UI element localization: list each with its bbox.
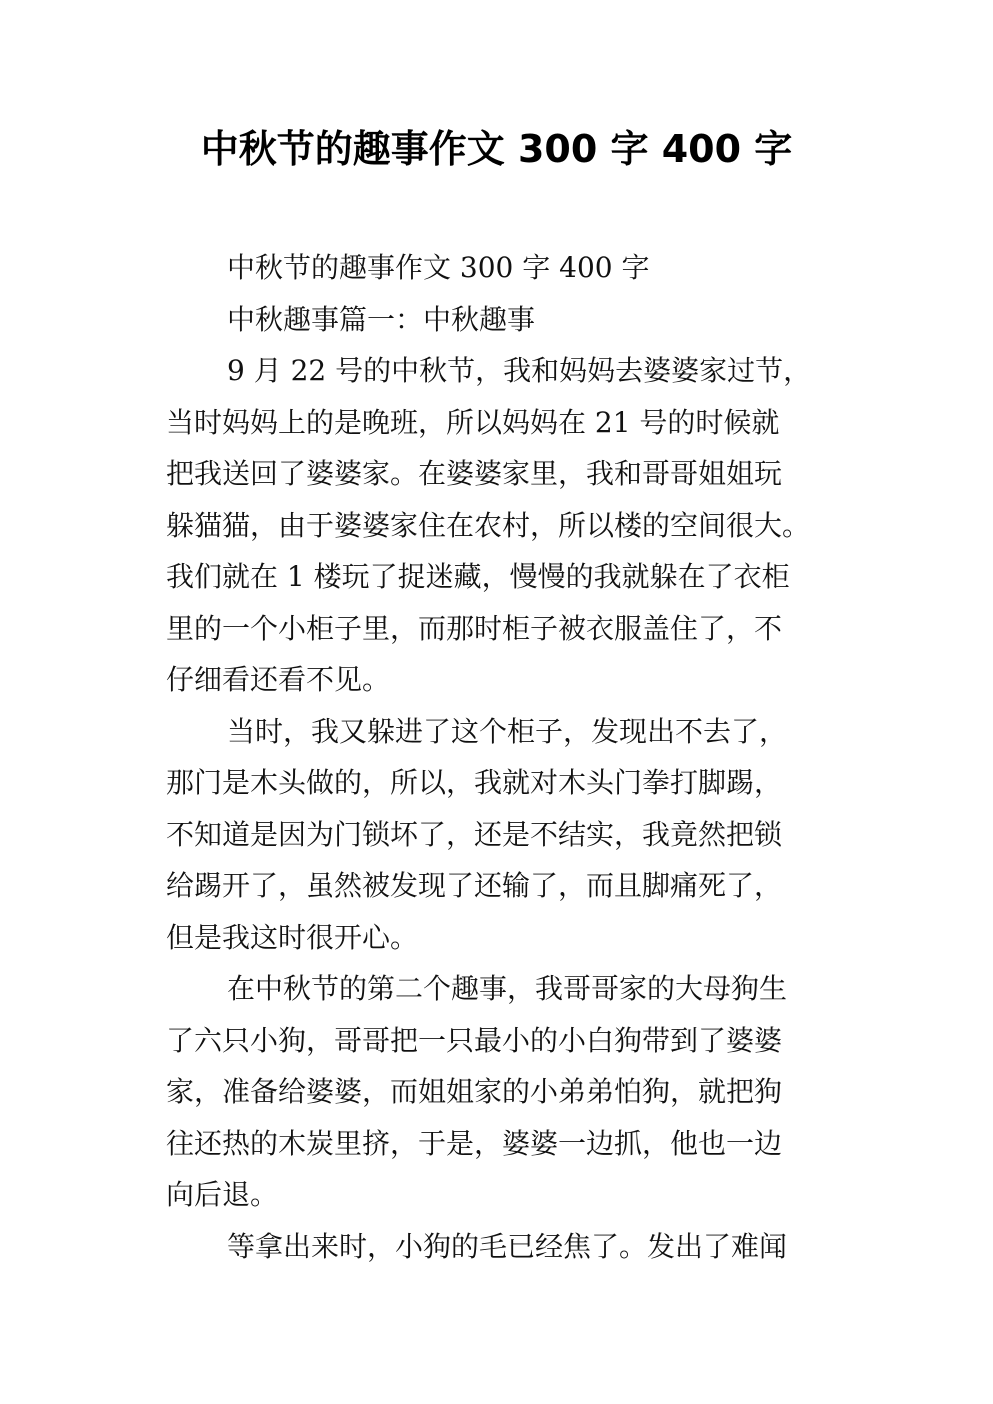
paragraph-line: 当时，我又躲进了这个柜子，发现出不去了， — [227, 714, 788, 748]
paragraph-line: 我们就在 1 楼玩了捉迷藏，慢慢的我就躲在了衣柜 — [166, 560, 790, 593]
subtitle-line: 中秋节的趣事作文 300 字 400 字 — [227, 251, 650, 284]
paragraph-line: 往还热的木炭里挤，于是，婆婆一边抓，他也一边 — [166, 1126, 783, 1160]
document-body — [166, 242, 846, 1272]
paragraph-line: 里的一个小柜子里，而那时柜子被衣服盖住了，不 — [166, 611, 783, 645]
paragraph-line: 但是我这时很开心。 — [166, 920, 419, 954]
section-heading: 中秋趣事篇一：中秋趣事 — [227, 302, 536, 336]
paragraph-line: 把我送回了婆婆家。在婆婆家里，我和哥哥姐姐玩 — [166, 457, 783, 490]
paragraph-line: 在中秋节的第二个趣事，我哥哥家的大母狗生 — [227, 972, 788, 1005]
paragraph-line: 仔细看还看不见。 — [166, 663, 391, 696]
paragraph-line: 那门是木头做的，所以，我就对木头门拳打脚踢， — [166, 766, 783, 799]
paragraph-line: 等拿出来时，小狗的毛已经焦了。发出了难闻 — [227, 1229, 788, 1263]
paragraph-line: 家，准备给婆婆，而姐姐家的小弟弟怕狗，就把狗 — [166, 1075, 783, 1108]
paragraph-line: 向后退。 — [166, 1178, 279, 1211]
paragraph-line: 了六只小狗，哥哥把一只最小的小白狗带到了婆婆 — [166, 1023, 783, 1057]
document-title: 中秋节的趣事作文 300 字 400 字 — [200, 127, 793, 171]
paragraph-line: 当时妈妈上的是晚班，所以妈妈在 21 号的时候就 — [166, 405, 780, 439]
paragraph-line: 9 月 22 号的中秋节，我和妈妈去婆婆家过节， — [227, 354, 812, 387]
paragraph-line: 给踢开了，虽然被发现了还输了，而且脚痛死了， — [166, 869, 783, 902]
paragraph-line: 不知道是因为门锁坏了，还是不结实，我竟然把锁 — [166, 817, 783, 851]
paragraph-line: 躲猫猫，由于婆婆家住在农村，所以楼的空间很大。 — [166, 508, 811, 542]
